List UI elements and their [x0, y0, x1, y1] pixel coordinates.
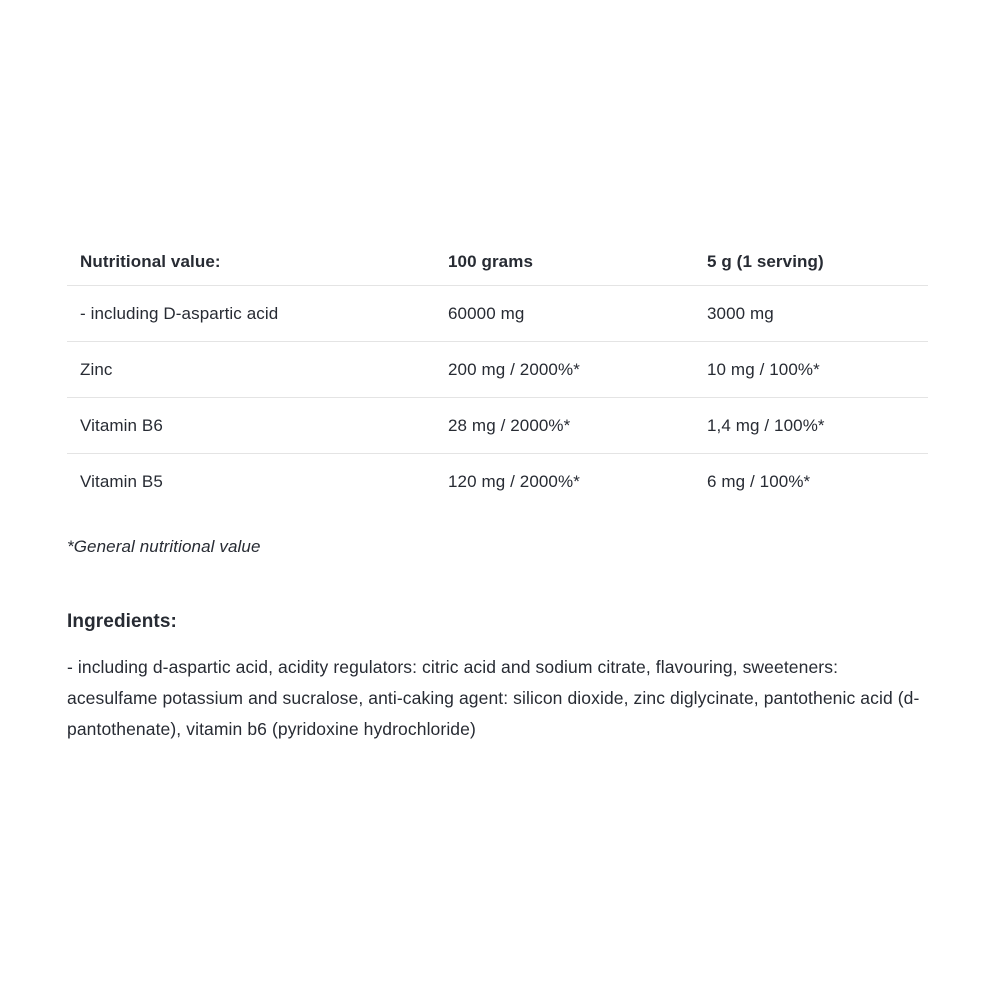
header-per-100g: 100 grams	[448, 251, 534, 271]
per-serving-cell: 1,4 mg / 100%*	[707, 415, 825, 435]
nutrition-table	[67, 238, 928, 509]
ingredients-heading: Ingredients:	[67, 611, 177, 632]
nutrient-name-cell: - including D-aspartic acid	[80, 303, 279, 323]
table-row	[67, 286, 928, 342]
per-serving-cell: 6 mg / 100%*	[707, 471, 811, 491]
header-nutritional-value: Nutritional value:	[80, 251, 221, 271]
nutrition-info-section	[67, 238, 928, 745]
per-serving-cell: 10 mg / 100%*	[707, 359, 820, 379]
nutrient-name-cell: Vitamin B5	[80, 471, 163, 491]
ingredients-text: - including d-aspartic acid, acidity regulators: citric acid and sodium citrate, flavouring, sweeteners: acesulfame potassium and sucralose, anti-caking agent: silicon dioxide, zinc diglycinate, pantothenic acid (d-pantothenate), vitamin b6 (pyridoxine hydrochloride)	[67, 657, 920, 739]
per-100g-cell: 200 mg / 2000%*	[448, 359, 580, 379]
table-row	[67, 398, 928, 454]
table-row	[67, 342, 928, 398]
nutrient-name-cell: Zinc	[80, 359, 113, 379]
nutrient-name-cell: Vitamin B6	[80, 415, 163, 435]
per-serving-cell: 3000 mg	[707, 303, 774, 323]
table-header-row	[67, 238, 928, 286]
header-per-serving: 5 g (1 serving)	[707, 251, 824, 271]
per-100g-cell: 60000 mg	[448, 303, 525, 323]
per-100g-cell: 28 mg / 2000%*	[448, 415, 571, 435]
table-row	[67, 454, 928, 509]
general-nutritional-value-footnote: *General nutritional value	[67, 537, 261, 556]
per-100g-cell: 120 mg / 2000%*	[448, 471, 580, 491]
